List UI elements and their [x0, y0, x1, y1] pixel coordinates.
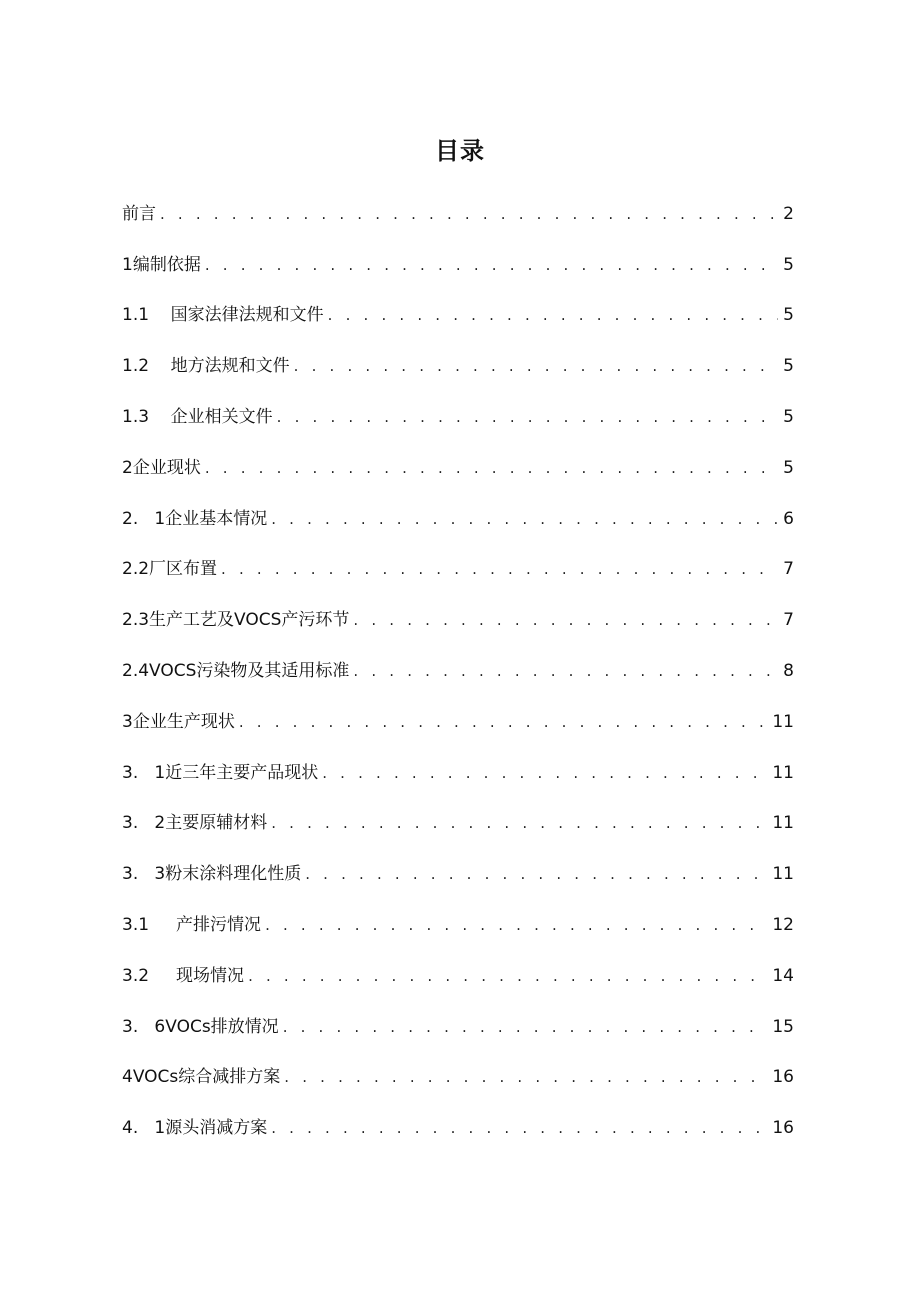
toc-entry-label: 2. 1企业基本情况 [122, 508, 268, 529]
toc-entry-label: 3. 3粉末涂料理化性质 [122, 864, 302, 885]
toc-entry[interactable] [122, 340, 794, 391]
toc-dot-leader [160, 196, 778, 232]
toc-entry-label: 2.3生产工艺及VOCS产污环节 [122, 610, 350, 631]
toc-entry[interactable] [122, 899, 794, 950]
toc-dot-leader [239, 704, 769, 740]
toc-entry[interactable] [122, 1052, 794, 1103]
toc-entry-page: 14 [772, 965, 794, 986]
toc-entry-label: 2.2厂区布置 [122, 559, 218, 580]
toc-entry-label: 2.4VOCS污染物及其适用标准 [122, 660, 350, 681]
toc-dot-leader [271, 501, 778, 537]
toc-dot-leader [305, 856, 768, 892]
toc-entry-label: 1.2 地方法规和文件 [122, 356, 290, 377]
toc-entry-page: 7 [783, 610, 794, 631]
toc-dot-leader [328, 297, 778, 333]
toc-dot-leader [271, 1110, 768, 1146]
toc-entry[interactable] [122, 493, 794, 544]
toc-entry-label: 3. 2主要原辅材料 [122, 813, 268, 834]
toc-entry[interactable] [122, 798, 794, 849]
toc-dot-leader [221, 551, 778, 587]
toc-entry-page: 5 [783, 457, 794, 478]
toc-entry-label: 1.1 国家法律法规和文件 [122, 305, 324, 326]
toc-entry[interactable] [122, 1102, 794, 1153]
toc-entry-label: 3企业生产现状 [122, 711, 235, 732]
toc-entry[interactable] [122, 290, 794, 341]
toc-title: 目录 [435, 137, 485, 165]
toc-entry-page: 15 [772, 1016, 794, 1037]
toc-dot-leader [353, 602, 778, 638]
toc-entry-page: 12 [772, 914, 794, 935]
toc-list [122, 188, 794, 1153]
toc-dot-leader [248, 958, 768, 994]
toc-entry-page: 2 [783, 203, 794, 224]
toc-entry-page: 5 [783, 305, 794, 326]
toc-entry-label: 2企业现状 [122, 457, 201, 478]
toc-entry-label: 3. 6VOCs排放情况 [122, 1016, 279, 1037]
toc-entry[interactable] [122, 188, 794, 239]
toc-dot-leader [277, 399, 778, 435]
toc-entry-page: 16 [772, 1118, 794, 1139]
toc-entry-page: 11 [772, 813, 794, 834]
toc-entry[interactable] [122, 747, 794, 798]
toc-dot-leader [205, 450, 778, 486]
toc-entry[interactable] [122, 544, 794, 595]
toc-entry-page: 6 [783, 508, 794, 529]
toc-entry[interactable] [122, 848, 794, 899]
toc-entry[interactable] [122, 239, 794, 290]
toc-dot-leader [322, 755, 768, 791]
toc-entry-page: 11 [772, 864, 794, 885]
toc-entry[interactable] [122, 696, 794, 747]
toc-entry-label: 3.1 产排污情况 [122, 914, 262, 935]
toc-entry-label: 3.2 现场情况 [122, 965, 245, 986]
toc-dot-leader [205, 247, 778, 283]
toc-entry[interactable] [122, 645, 794, 696]
toc-entry-page: 5 [783, 406, 794, 427]
toc-dot-leader [283, 1009, 769, 1045]
toc-entry-label: 3. 1近三年主要产品现状 [122, 762, 319, 783]
toc-dot-leader [284, 1059, 768, 1095]
toc-entry-page: 7 [783, 559, 794, 580]
toc-entry-page: 5 [783, 356, 794, 377]
toc-dot-leader [271, 805, 768, 841]
toc-entry-label: 1编制依据 [122, 254, 201, 275]
toc-entry-label: 4. 1源头消减方案 [122, 1118, 268, 1139]
toc-entry-page: 5 [783, 254, 794, 275]
toc-entry-page: 11 [772, 711, 794, 732]
toc-entry[interactable] [122, 442, 794, 493]
toc-entry-label: 4VOCs综合减排方案 [122, 1067, 281, 1088]
toc-entry-label: 1.3 企业相关文件 [122, 406, 273, 427]
toc-entry-label: 前言 [122, 203, 156, 224]
toc-dot-leader [265, 907, 768, 943]
toc-entry[interactable] [122, 391, 794, 442]
toc-entry[interactable] [122, 950, 794, 1001]
toc-entry-page: 8 [783, 660, 794, 681]
toc-dot-leader [353, 653, 778, 689]
toc-entry-page: 16 [772, 1067, 794, 1088]
toc-entry[interactable] [122, 594, 794, 645]
toc-dot-leader [294, 348, 778, 384]
toc-entry[interactable] [122, 1001, 794, 1052]
toc-entry-page: 11 [772, 762, 794, 783]
